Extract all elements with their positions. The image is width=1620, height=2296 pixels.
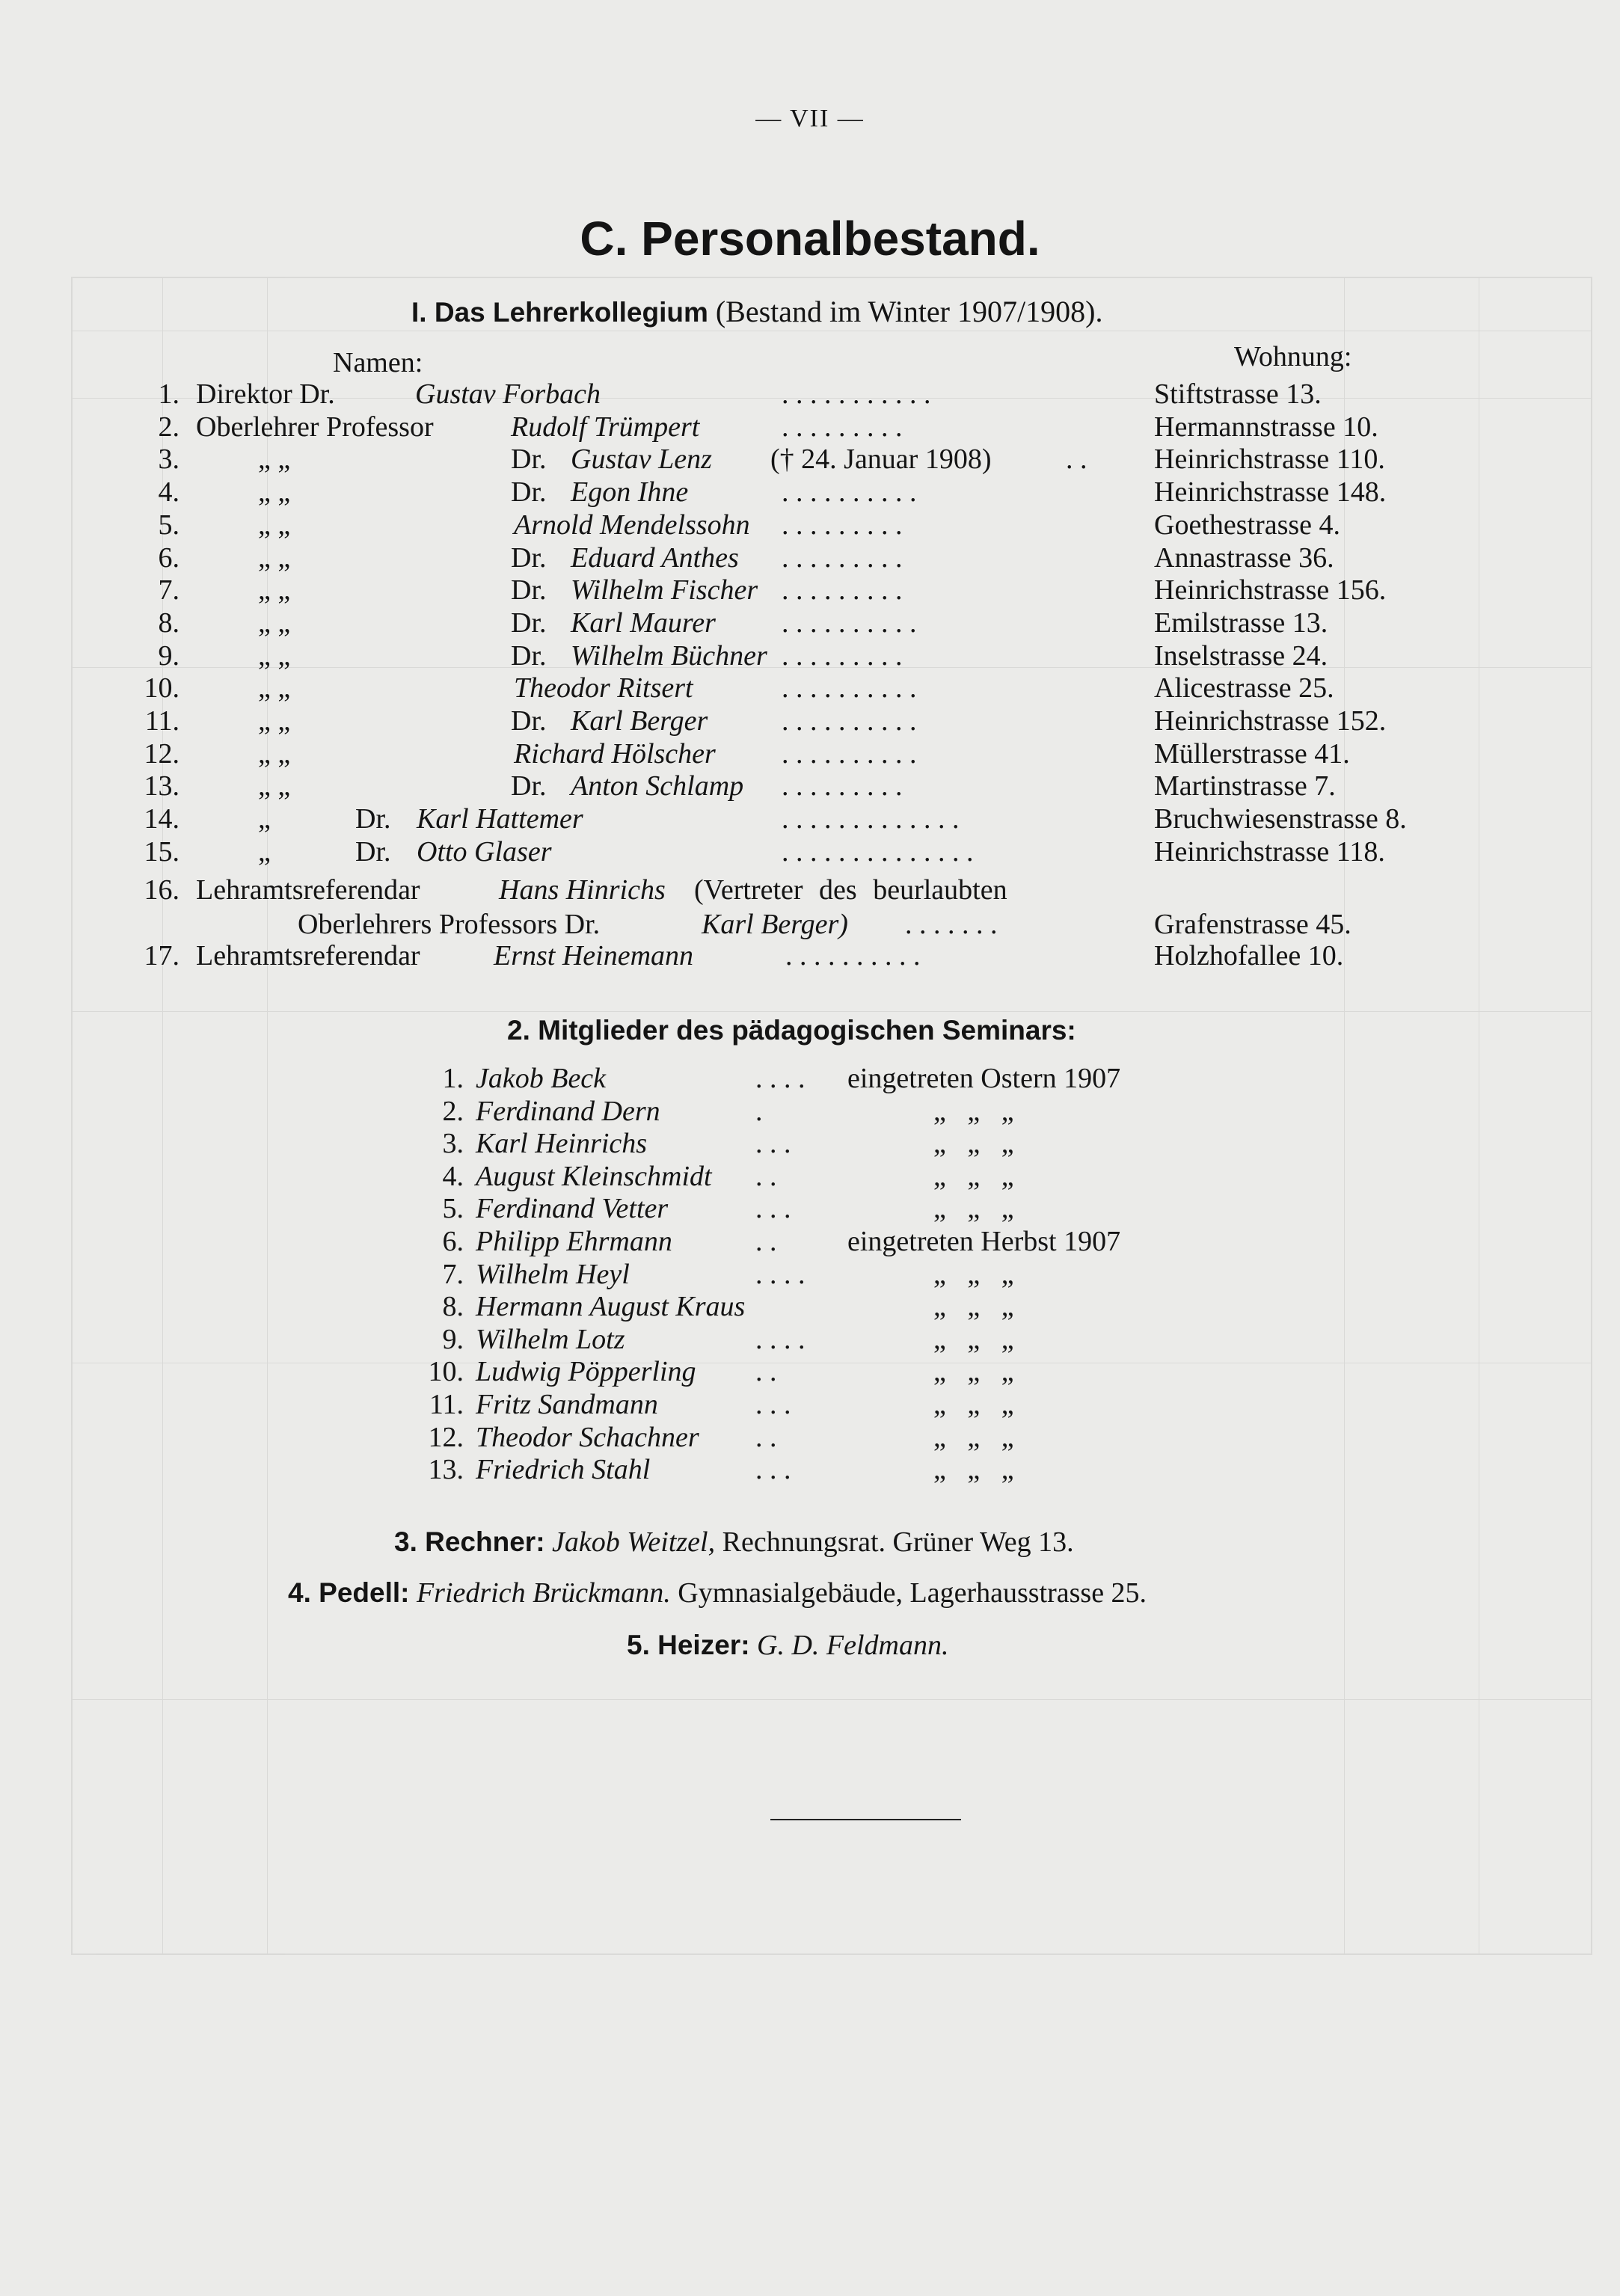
teacher-row <box>0 672 1620 705</box>
row-prefix: „ „ <box>258 672 291 705</box>
row-name: August Kleinschmidt <box>476 1160 712 1192</box>
row-number: 8. <box>158 607 180 639</box>
row-name: Philipp Ehrmann <box>476 1226 672 1257</box>
seminar-row <box>0 1421 1620 1454</box>
row-title: Dr. <box>511 574 547 607</box>
section3-label: 3. Rechner: <box>394 1526 545 1557</box>
row-name: Anton Schlamp <box>571 770 744 802</box>
row-number: 9. <box>442 1323 464 1355</box>
row-number: 13. <box>144 770 180 802</box>
row-address: Alicestrasse 25. <box>1154 672 1334 705</box>
row-name: Wilhelm Lotz <box>476 1323 625 1355</box>
row-address: Goethestrasse 4. <box>1154 509 1341 541</box>
teacher-row <box>0 411 1620 443</box>
row-number: 7. <box>158 574 180 607</box>
row-name: Karl Maurer <box>571 607 716 639</box>
row-prefix: „ <box>258 835 271 868</box>
teacher-row <box>0 770 1620 802</box>
row-address: Stiftstrasse 13. <box>1154 378 1322 410</box>
row-dots: . . . <box>755 1454 791 1486</box>
row-name: Ferdinand Dern <box>476 1095 660 1127</box>
row-number: 15. <box>144 835 180 868</box>
row-number: 14. <box>144 803 180 835</box>
section4-rest: Gymnasialgebäude, Lagerhausstrasse 25. <box>678 1577 1147 1609</box>
row-name: Karl Heinrichs <box>476 1128 648 1160</box>
row-prefix: Lehramtsreferendar <box>196 874 420 906</box>
row-prefix: „ „ <box>258 770 291 802</box>
row-number: 1. <box>442 1063 464 1094</box>
row-number: 2. <box>158 411 180 443</box>
row-dots: . . . . . . . . . . . . . <box>782 803 960 835</box>
row-title: Dr. <box>511 443 547 476</box>
row-dots: . . . . . . . . . . <box>782 476 917 509</box>
row-dots: . . <box>1066 443 1087 476</box>
row-dots: . . . . . . . . . <box>782 639 903 672</box>
row-status: „ „ „ <box>933 1160 1014 1192</box>
row-address: Grafenstrasse 45. <box>1154 909 1351 940</box>
seminar-row <box>0 1323 1620 1356</box>
row-number: 6. <box>442 1226 464 1257</box>
section5-line <box>627 1629 948 1662</box>
row-number: 3. <box>442 1128 464 1160</box>
section4-label: 4. Pedell: <box>288 1577 410 1608</box>
column-names-label: Namen: <box>333 347 423 378</box>
row-dots: . . . . . . . . . . <box>782 737 917 770</box>
row-dots: . . . <box>755 1128 791 1160</box>
row-prefix: „ <box>258 803 271 835</box>
row-prefix: Direktor Dr. <box>196 378 335 410</box>
section3-line <box>394 1526 1074 1559</box>
row-prefix: Oberlehrers Professors Dr. <box>298 909 601 940</box>
row-prefix: „ „ <box>258 476 291 509</box>
teacher-row <box>0 574 1620 607</box>
row-dots: . . <box>755 1160 777 1192</box>
teacher-row-16-cont <box>0 908 1620 941</box>
row-dots: . . . . . . . . . . <box>782 672 917 705</box>
section5-name: G. D. Feldmann. <box>757 1630 949 1661</box>
row-name: Karl Hattemer <box>417 803 583 835</box>
row-prefix: „ „ <box>258 737 291 770</box>
teacher-row <box>0 541 1620 574</box>
row-status: „ „ „ <box>933 1454 1014 1486</box>
row-dots: . . . . . . . . . . <box>782 705 917 737</box>
row-status: eingetreten Herbst 1907 <box>847 1226 1121 1257</box>
row-address: Holzhofallee 10. <box>1154 940 1344 971</box>
row-number: 1. <box>158 378 180 410</box>
row-name: Fritz Sandmann <box>476 1389 658 1420</box>
row-status: „ „ „ <box>933 1193 1014 1225</box>
section2-heading-text: 2. Mitglieder des pädagogischen Seminars: <box>507 1015 1076 1046</box>
row-prefix: „ „ <box>258 509 291 541</box>
row-address: Heinrichstrasse 118. <box>1154 835 1385 868</box>
row-name: Richard Hölscher <box>514 737 716 770</box>
teacher-row <box>0 378 1620 411</box>
row-prefix: „ „ <box>258 607 291 639</box>
row-title: Dr. <box>511 541 547 574</box>
row-name: Ludwig Pöpperling <box>476 1356 696 1388</box>
row-prefix: „ „ <box>258 541 291 574</box>
seminar-row <box>0 1290 1620 1323</box>
row-address: Bruchwiesenstrasse 8. <box>1154 803 1407 835</box>
row-prefix: Lehramtsreferendar <box>196 940 420 971</box>
row-number: 12. <box>144 737 180 770</box>
row-name: Gustav Forbach <box>415 378 601 410</box>
row-address: Heinrichstrasse 148. <box>1154 476 1387 509</box>
row-prefix: „ „ <box>258 443 291 476</box>
row-status: eingetreten Ostern 1907 <box>847 1063 1121 1094</box>
row-name: Karl Berger <box>571 705 708 737</box>
row-number: 2. <box>442 1095 464 1127</box>
row-number: 8. <box>442 1291 464 1323</box>
column-address-label: Wohnung: <box>1234 341 1352 372</box>
row-dots: . . . . . . . . . . <box>785 940 921 971</box>
teacher-row <box>0 835 1620 868</box>
row-prefix: „ „ <box>258 639 291 672</box>
row-dots: . . . . . . . <box>905 909 998 940</box>
seminar-row <box>0 1062 1620 1095</box>
teacher-row <box>0 607 1620 639</box>
section2-heading <box>507 1012 1076 1047</box>
section1-heading-rest: (Bestand im Winter 1907/1908). <box>715 295 1103 328</box>
row-status: „ „ „ <box>933 1291 1014 1323</box>
row-dots: . . . . . . . . . <box>782 411 903 443</box>
row-title: Dr. <box>511 476 547 509</box>
row-dots: . . <box>755 1356 777 1388</box>
closing-rule <box>770 1819 961 1820</box>
row-number: 4. <box>158 476 180 509</box>
row-name: Wilhelm Heyl <box>476 1258 630 1290</box>
row-number: 10. <box>144 672 180 705</box>
row-number: 6. <box>158 541 180 574</box>
row-title: Dr. <box>511 770 547 802</box>
row-dots: . . <box>755 1226 777 1257</box>
row-name: Arnold Mendelssohn <box>514 509 750 541</box>
page-title: C. Personalbestand. <box>580 212 1040 265</box>
row-title: Dr. <box>511 705 547 737</box>
teacher-row <box>0 476 1620 509</box>
section4-line <box>288 1577 1147 1609</box>
teacher-row <box>0 705 1620 737</box>
row-status: „ „ „ <box>933 1128 1014 1160</box>
row-name: Rudolf Trümpert <box>511 411 700 443</box>
row-title: Dr. <box>355 803 391 835</box>
seminar-row <box>0 1388 1620 1421</box>
row-dots: . . . . . . . . . . <box>782 607 917 639</box>
row-dots: . <box>755 1095 763 1127</box>
seminar-row <box>0 1453 1620 1486</box>
row-dots: . . . . . . . . . <box>782 509 903 541</box>
row-dots: . . . <box>755 1389 791 1420</box>
section3-rest: Rechnungsrat. Grüner Weg 13. <box>722 1526 1074 1558</box>
row-number: 13. <box>428 1454 464 1486</box>
section5-label: 5. Heizer: <box>627 1630 750 1660</box>
row-status: „ „ „ <box>933 1389 1014 1420</box>
row-dots: . . . . <box>755 1063 806 1094</box>
row-status: „ „ „ <box>933 1421 1014 1453</box>
row-name: Karl Berger) <box>702 909 848 940</box>
row-dots: . . <box>755 1421 777 1453</box>
row-name: Friedrich Stahl <box>476 1454 651 1486</box>
row-number: 12. <box>428 1421 464 1453</box>
row-address: Martinstrasse 7. <box>1154 770 1336 802</box>
section1-heading <box>411 294 1102 329</box>
row-address: Hermannstrasse 10. <box>1154 411 1378 443</box>
row-address: Inselstrasse 24. <box>1154 639 1328 672</box>
row-name: Gustav Lenz <box>571 443 712 476</box>
row-name: Wilhelm Büchner <box>571 639 767 672</box>
teacher-row-16 <box>0 874 1620 906</box>
row-dots: . . . . <box>755 1323 806 1355</box>
row-number: 7. <box>442 1258 464 1290</box>
row-title: Dr. <box>511 607 547 639</box>
row-number: 11. <box>144 705 180 737</box>
row-status: „ „ „ <box>933 1258 1014 1290</box>
row-number: 3. <box>158 443 180 476</box>
row-address: Annastrasse 36. <box>1154 541 1334 574</box>
seminar-row <box>0 1192 1620 1225</box>
seminar-row <box>0 1160 1620 1193</box>
row-dots: . . . . . . . . . <box>782 770 903 802</box>
row-number: 11. <box>429 1389 464 1420</box>
teacher-row-17 <box>0 939 1620 972</box>
teacher-row <box>0 737 1620 770</box>
row-name: Eduard Anthes <box>571 541 739 574</box>
seminar-row <box>0 1225 1620 1258</box>
seminar-row <box>0 1258 1620 1291</box>
row-name: Ernst Heinemann <box>494 940 694 971</box>
row-number: 10. <box>428 1356 464 1388</box>
row-address: Emilstrasse 13. <box>1154 607 1328 639</box>
row-dots: . . . . . . . . . . . . . . <box>782 835 974 868</box>
teacher-row <box>0 639 1620 672</box>
seminar-row <box>0 1095 1620 1128</box>
row-number: 5. <box>158 509 180 541</box>
row-prefix: „ „ <box>258 574 291 607</box>
row-name: Egon Ihne <box>571 476 689 509</box>
row-status: „ „ „ <box>933 1323 1014 1355</box>
row-prefix: „ „ <box>258 705 291 737</box>
row-number: 4. <box>442 1160 464 1192</box>
row-number: 17. <box>144 940 180 971</box>
row-prefix: Oberlehrer Professor <box>196 411 434 443</box>
page-number: — VII — <box>755 105 865 132</box>
section3-name: Jakob Weitzel, <box>552 1526 716 1558</box>
row-dots: . . . . <box>755 1258 806 1290</box>
row-name: Theodor Schachner <box>476 1421 699 1453</box>
row-name: Hans Hinrichs <box>499 874 666 906</box>
row-address: Heinrichstrasse 110. <box>1154 443 1385 476</box>
row-status: „ „ „ <box>933 1095 1014 1127</box>
section4-name: Friedrich Brückmann. <box>416 1577 671 1609</box>
row-name: Hermann August Kraus <box>476 1291 746 1323</box>
row-dots: . . . <box>755 1193 791 1225</box>
row-number: 9. <box>158 639 180 672</box>
row-status: „ „ „ <box>933 1356 1014 1388</box>
row-dots: . . . . . . . . . . . <box>782 378 931 410</box>
teacher-row <box>0 443 1620 476</box>
teacher-row <box>0 509 1620 541</box>
row-address: Heinrichstrasse 152. <box>1154 705 1387 737</box>
seminar-row <box>0 1355 1620 1388</box>
section1-heading-bold: I. Das Lehrerkollegium <box>411 297 708 328</box>
row-number: 5. <box>442 1193 464 1225</box>
teacher-row <box>0 802 1620 835</box>
row-title: Dr. <box>511 639 547 672</box>
row-name: Jakob Beck <box>476 1063 607 1094</box>
row-address: Müllerstrasse 41. <box>1154 737 1350 770</box>
row-note: († 24. Januar 1908) <box>770 443 992 476</box>
row-name: Wilhelm Fischer <box>571 574 758 607</box>
row-note: (Vertreter des beurlaubten <box>694 874 1007 906</box>
row-dots: . . . . . . . . . <box>782 541 903 574</box>
row-dots: . . . . . . . . . <box>782 574 903 607</box>
row-name: Otto Glaser <box>417 835 552 868</box>
row-name: Theodor Ritsert <box>514 672 693 705</box>
row-name: Ferdinand Vetter <box>476 1193 669 1225</box>
seminar-row <box>0 1127 1620 1160</box>
row-address: Heinrichstrasse 156. <box>1154 574 1387 607</box>
row-number: 16. <box>144 874 180 906</box>
row-title: Dr. <box>355 835 391 868</box>
